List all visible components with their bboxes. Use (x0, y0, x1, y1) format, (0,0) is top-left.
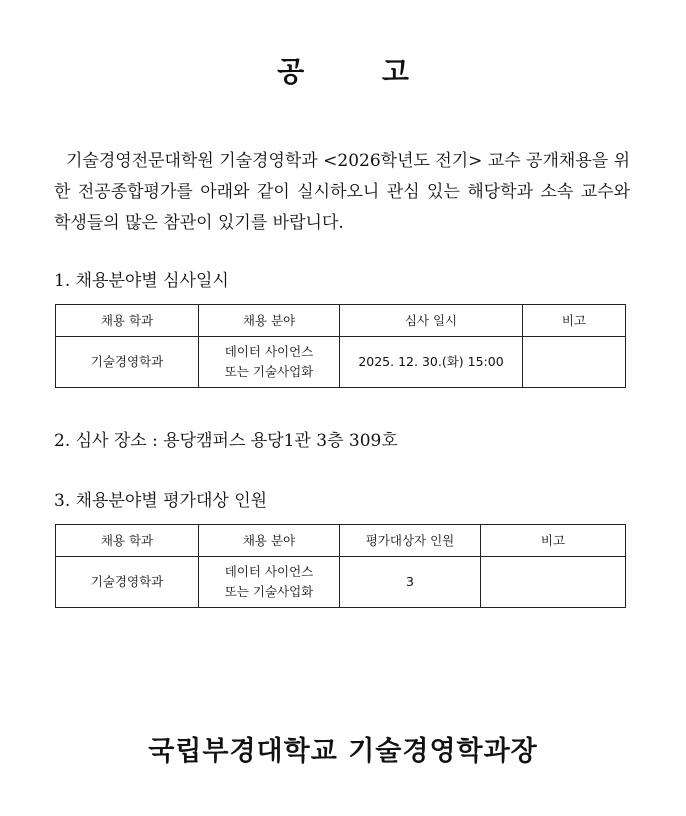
section-heading-location: 2. 심사 장소 : 용당캠퍼스 용당1관 3층 309호 (54, 431, 398, 451)
cell-department: 기술경영학과 (56, 337, 199, 388)
section-heading-schedule: 1. 채용분야별 심사일시 (54, 271, 229, 291)
cell-field-line2: 또는 기술사업화 (224, 364, 314, 379)
cell-field-line2: 또는 기술사업화 (224, 584, 314, 599)
cell-count: 3 (340, 557, 481, 608)
column-header-remarks: 비고 (481, 525, 626, 557)
cell-remarks (523, 337, 626, 388)
cell-department: 기술경영학과 (56, 557, 199, 608)
candidates-table (55, 524, 626, 608)
table-header-row (56, 305, 626, 337)
schedule-table (55, 304, 626, 388)
column-header-datetime: 심사 일시 (340, 305, 523, 337)
intro-paragraph: 기술경영전문대학원 기술경영학과 <2026학년도 전기> 교수 공개채용을 위한 전공종합평가를 아래와 같이 실시하오니 관심 있는 해당학과 소속 교수와 학생들의 많은 참관이 있기를 바랍니다. (54, 151, 630, 233)
section-heading-candidates: 3. 채용분야별 평가대상 인원 (54, 491, 268, 511)
column-header-field: 채용 분야 (199, 525, 340, 557)
cell-field-line1: 데이터 사이언스 (224, 344, 314, 359)
table-row (56, 337, 626, 388)
cell-field-line1: 데이터 사이언스 (224, 564, 314, 579)
column-header-count: 평가대상자 인원 (340, 525, 481, 557)
column-header-department: 채용 학과 (56, 525, 199, 557)
notice-title: 공 고 (277, 55, 443, 88)
column-header-department: 채용 학과 (56, 305, 199, 337)
cell-remarks (481, 557, 626, 608)
cell-field (199, 557, 340, 608)
cell-field (199, 337, 340, 388)
column-header-field: 채용 분야 (199, 305, 340, 337)
table-row (56, 557, 626, 608)
cell-datetime: 2025. 12. 30.(화) 15:00 (340, 337, 523, 388)
column-header-remarks: 비고 (523, 305, 626, 337)
table-header-row (56, 525, 626, 557)
issuer-signature: 국립부경대학교 기술경영학과장 (148, 736, 538, 767)
